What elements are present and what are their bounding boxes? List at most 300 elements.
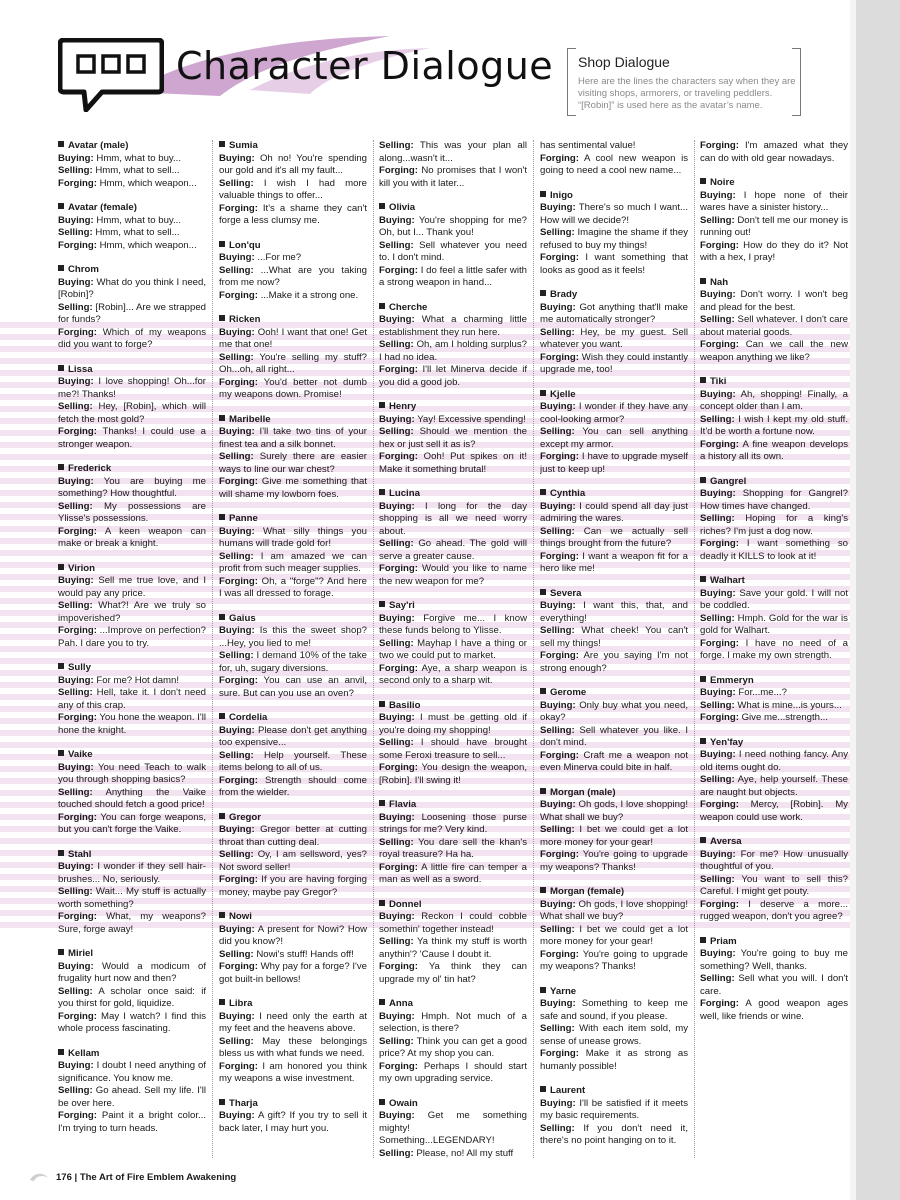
dialogue-text: Go ahead. The gold will serve a greater cause.	[379, 538, 527, 562]
dialogue-line	[700, 948, 848, 973]
dialogue-line	[540, 899, 688, 924]
dialogue-text: Please, no! All my stuff	[416, 1147, 514, 1158]
dialogue-line	[58, 302, 206, 327]
dialogue-line	[219, 377, 367, 402]
dialogue-type-label: Forging:	[58, 525, 97, 537]
dialogue-type-label: Forging:	[219, 476, 258, 487]
character-entry	[58, 202, 206, 252]
dialogue-line	[700, 140, 848, 165]
dialogue-type-label: Forging:	[700, 538, 739, 549]
dialogue-line	[379, 240, 527, 265]
dialogue-type-label: Selling:	[379, 426, 414, 437]
dialogue-text: A scholar once said: if you thirst for gold, liquidize.	[58, 985, 206, 1009]
dialogue-type-label: Buying:	[540, 500, 576, 512]
dialogue-type-label: Buying:	[58, 276, 94, 288]
dialogue-text: Oh, am I holding surplus? I had no idea.	[379, 339, 527, 363]
dialogue-text: I bet we could get a lot more money for your gear!	[540, 824, 688, 848]
dialogue-text: Which of my weapons did you want to forge?	[58, 326, 206, 350]
dialogue-type-label: Buying:	[219, 426, 255, 437]
dialogue-line	[58, 1060, 206, 1085]
dialogue-text: Give me...strength...	[741, 712, 828, 723]
character-entry	[540, 787, 688, 875]
dialogue-line	[58, 277, 206, 302]
dialogue-type-label: Forging:	[219, 202, 258, 214]
dialogue-type-label: Selling:	[700, 413, 735, 425]
character-name: Olivia	[379, 202, 527, 215]
character-name: Cynthia	[540, 488, 688, 501]
dialogue-line	[700, 774, 848, 799]
dialogue-line	[540, 849, 688, 874]
dialogue-text: Think you can get a good price? At my shop you can.	[379, 1035, 527, 1059]
dialogue-type-label: Selling:	[700, 699, 735, 711]
dialogue-type-label: Forging:	[58, 426, 97, 437]
dialogue-line	[700, 314, 848, 339]
dialogue-text: Forgive me... I know these funds belong to Ylisse.	[379, 612, 527, 636]
dialogue-text: Surely there are easier ways to line our war chest?	[219, 451, 367, 475]
dialogue-text: Why pay for a forge? I've got built-in bellows!	[219, 961, 367, 985]
dialogue-line	[700, 899, 848, 924]
dialogue-text: Make it as strong as humanly possible!	[540, 1048, 688, 1072]
dialogue-line	[540, 327, 688, 352]
dialogue-type-label: Forging:	[379, 451, 418, 462]
dialogue-type-label: Buying:	[219, 824, 255, 835]
character-entry	[58, 563, 206, 651]
dialogue-text: You can sell anything except my armor.	[540, 426, 688, 450]
dialogue-type-label: Buying:	[700, 388, 736, 400]
dialogue-line	[379, 911, 527, 936]
character-entry	[700, 575, 848, 663]
dialogue-line	[379, 1061, 527, 1086]
dialogue-type-label: Buying:	[58, 861, 94, 872]
dialogue-type-label: Buying:	[700, 189, 736, 201]
dialogue-type-label: Buying:	[58, 152, 94, 164]
dialogue-type-label: Buying:	[540, 301, 576, 313]
dialogue-text: You're shopping for me? Oh, but I... Thank you!	[379, 214, 527, 238]
footer-separator: |	[74, 1172, 78, 1183]
dialogue-type-label: Selling:	[379, 538, 414, 549]
dialogue-text: I have to upgrade myself just to keep up!	[540, 451, 688, 475]
dialogue-type-label: Forging:	[379, 264, 418, 276]
dialogue-line	[540, 725, 688, 750]
dialogue-line	[700, 289, 848, 314]
dialogue-type-label: Selling:	[540, 824, 575, 835]
dialogue-text: I wish I kept my old stuff. It'd be worth a fortune now.	[700, 413, 848, 437]
dialogue-text: You'd better not dumb my weapons down. Promise!	[219, 376, 367, 400]
dialogue-type-label: Selling:	[58, 985, 93, 997]
character-entry	[379, 998, 527, 1086]
dialogue-line	[700, 687, 848, 700]
dialogue-type-label: Buying:	[540, 1097, 576, 1109]
dialogue-type-label: Forging:	[219, 575, 258, 587]
dialogue-type-label: Selling:	[700, 314, 735, 325]
dialogue-type-label: Buying:	[379, 911, 415, 922]
dialogue-line	[700, 215, 848, 240]
dialogue-type-label: Selling:	[540, 525, 575, 537]
dialogue-type-label: Selling:	[58, 401, 93, 412]
dialogue-type-label: Buying:	[540, 401, 576, 412]
dialogue-line	[219, 1061, 367, 1086]
dialogue-line	[379, 265, 527, 290]
character-entry	[540, 588, 688, 676]
dialogue-text: A good weapon ages well, like friends or wine.	[700, 998, 848, 1022]
dialogue-text: Wish they could instantly upgrade me, too!	[540, 351, 688, 375]
dialogue-text: Mayhap I have a thing or two we could put to market.	[379, 637, 527, 661]
dialogue-text: Paint it a bright color... I'm trying to turn heads.	[58, 1110, 206, 1134]
dialogue-type-label: Selling:	[58, 227, 93, 238]
character-entry	[219, 911, 367, 986]
dialogue-column-4	[540, 140, 688, 1158]
dialogue-text: I want this, that, and everything!	[540, 600, 688, 624]
character-name: Avatar (male)	[58, 140, 206, 153]
page-footer	[28, 1168, 428, 1188]
dialogue-type-label: Buying:	[379, 214, 415, 226]
dialogue-type-label: Buying:	[219, 625, 255, 636]
dialogue-type-label: Forging:	[219, 1060, 258, 1072]
dialogue-type-label: Selling:	[540, 1023, 575, 1034]
dialogue-text: If you are having forging money, maybe pay Gregor?	[219, 874, 367, 898]
dialogue-column-2	[219, 140, 367, 1158]
dialogue-line	[219, 252, 367, 265]
dialogue-text: I wish I had more valuable things to offer...	[219, 177, 367, 201]
character-entry	[379, 401, 527, 476]
dialogue-text: ...Make it a strong one.	[260, 289, 359, 301]
dialogue-line	[379, 812, 527, 837]
dialogue-text: What, my weapons? Sure, forge away!	[58, 911, 206, 935]
dialogue-line	[540, 227, 688, 252]
character-entry	[540, 389, 688, 477]
dialogue-type-label: Buying:	[379, 314, 415, 325]
dialogue-text: I must be getting old if you're doing my shopping!	[379, 712, 527, 736]
dialogue-text: I long for the day shopping is all we need worry about.	[379, 500, 527, 537]
dialogue-line	[700, 874, 848, 899]
dialogue-text: Help yourself. These items belong to all of us.	[219, 749, 367, 773]
dialogue-type-label: Forging:	[700, 998, 739, 1009]
dialogue-type-label: Forging:	[219, 961, 258, 972]
character-name: Panne	[219, 513, 367, 526]
dialogue-type-label: Forging:	[379, 563, 418, 574]
dialogue-text: What a charming little establishment they run here.	[379, 314, 527, 338]
character-name: Say'ri	[379, 600, 527, 613]
character-entry	[219, 414, 367, 502]
dialogue-type-label: Selling:	[379, 936, 414, 947]
character-name: Nah	[700, 277, 848, 290]
dialogue-text: I want something so deadly it KILLS to look at it!	[700, 538, 848, 562]
dialogue-text: I bet we could get a lot more money for your gear!	[540, 923, 688, 947]
dialogue-type-label: Buying:	[700, 488, 736, 499]
dialogue-type-label: Selling:	[219, 264, 254, 276]
character-name: Anna	[379, 998, 527, 1011]
character-entry	[219, 240, 367, 303]
dialogue-text: Are you saying I'm not strong enough?	[540, 650, 688, 674]
book-title: The Art of Fire Emblem Awakening	[79, 1172, 237, 1183]
dialogue-line	[700, 389, 848, 414]
dialogue-text: Aye, help yourself. These are naught but objects.	[700, 774, 848, 798]
dialogue-column-5	[700, 140, 848, 1158]
dialogue-line	[58, 1011, 206, 1036]
dialogue-line	[58, 1085, 206, 1110]
dialogue-type-label: Selling:	[540, 1122, 575, 1134]
dialogue-type-label: Selling:	[58, 165, 93, 176]
character-name: Priam	[700, 936, 848, 949]
dialogue-type-label: Buying:	[700, 587, 736, 599]
dialogue-line	[540, 625, 688, 650]
dialogue-type-label: Forging:	[219, 675, 258, 686]
dialogue-line	[700, 439, 848, 464]
dialogue-line	[219, 775, 367, 800]
character-name: Libra	[219, 998, 367, 1011]
character-entry	[58, 749, 206, 837]
dialogue-line	[379, 314, 527, 339]
dialogue-type-label: Selling:	[58, 886, 93, 897]
dialogue-line	[219, 961, 367, 986]
dialogue-type-label: Buying:	[700, 848, 736, 860]
column-divider	[212, 140, 213, 1158]
dialogue-text: Aye, a sharp weapon is second only to a sharp wit.	[379, 662, 527, 686]
dialogue-text: I need only the earth at my feet and the heavens above.	[219, 1010, 367, 1034]
dialogue-line	[700, 973, 848, 998]
dialogue-line	[219, 476, 367, 501]
character-entry	[540, 140, 688, 178]
dialogue-type-label: Selling:	[700, 774, 735, 785]
dialogue-line	[58, 600, 206, 625]
dialogue-line	[540, 600, 688, 625]
dialogue-line	[379, 862, 527, 887]
dialogue-line	[58, 227, 206, 240]
dialogue-text: Don't tell me our money is running out!	[700, 214, 848, 238]
character-name: Stahl	[58, 849, 206, 862]
dialogue-type-label: Forging:	[540, 252, 579, 263]
dialogue-type-label: Forging:	[700, 339, 739, 350]
dialogue-text: I wonder if they sell hair-brushes... No, seriously.	[58, 861, 206, 885]
dialogue-line	[219, 551, 367, 576]
dialogue-type-label: Buying:	[540, 898, 576, 910]
dialogue-line	[219, 824, 367, 849]
character-entry	[540, 190, 688, 278]
dialogue-line	[379, 563, 527, 588]
dialogue-type-label: Forging:	[700, 637, 739, 649]
dialogue-line	[540, 153, 688, 178]
character-name: Lissa	[58, 364, 206, 377]
character-name: Flavia	[379, 799, 527, 812]
dialogue-line	[700, 700, 848, 713]
character-entry	[700, 277, 848, 365]
character-name: Emmeryn	[700, 675, 848, 688]
character-name: Virion	[58, 563, 206, 576]
dialogue-text: If you don't need it, there's no point hanging on to it.	[540, 1122, 688, 1146]
dialogue-text: I am amazed we can profit from such meager supplies.	[219, 550, 367, 574]
dialogue-type-label: Buying:	[700, 948, 736, 959]
dialogue-type-label: Forging:	[540, 152, 579, 164]
character-entry	[700, 737, 848, 825]
dialogue-line	[379, 837, 527, 862]
dialogue-text: Would a modicum of frugality hurt now and then?	[58, 960, 206, 984]
dialogue-text: Sell whatever you need to. I don't mind.	[379, 239, 527, 263]
dialogue-text: Hell, take it. I don't need any of this crap.	[58, 687, 206, 711]
character-name: Owain	[379, 1098, 527, 1111]
character-name: Vaike	[58, 749, 206, 762]
dialogue-line	[379, 762, 527, 787]
dialogue-type-label: Forging:	[379, 165, 418, 176]
dialogue-text: For me? How unusually thoughtful of you.	[700, 848, 848, 872]
dialogue-line	[540, 700, 688, 725]
dialogue-type-label: Selling:	[379, 1035, 414, 1047]
dialogue-line	[58, 165, 206, 178]
character-entry	[58, 1048, 206, 1136]
dialogue-line	[379, 1011, 527, 1036]
dialogue-text: Strength should come from the wielder.	[219, 774, 367, 798]
dialogue-type-label: Forging:	[379, 364, 418, 375]
dialogue-type-label: Selling:	[540, 426, 575, 437]
character-entry	[219, 712, 367, 800]
speech-bubble-icon	[58, 38, 164, 112]
character-name: Morgan (female)	[540, 886, 688, 899]
dialogue-type-label: Selling:	[540, 625, 575, 636]
dialogue-columns	[55, 140, 848, 1160]
dialogue-text: Anything the Vaike touched should fetch a good price!	[58, 786, 206, 810]
dialogue-text: I'm amazed what they can do with old gear nowadays.	[700, 140, 848, 164]
dialogue-type-label: Selling:	[540, 227, 575, 238]
dialogue-line	[700, 849, 848, 874]
dialogue-type-label: Buying:	[379, 712, 415, 723]
shop-dialogue-box	[567, 48, 801, 116]
dialogue-line	[379, 737, 527, 762]
dialogue-text: For me? Hot damn!	[96, 674, 180, 686]
dialogue-line	[219, 153, 367, 178]
dialogue-type-label: Forging:	[700, 140, 739, 151]
dialogue-text: Hmm, what to buy...	[96, 152, 181, 164]
dialogue-line	[379, 638, 527, 663]
dialogue-line	[58, 240, 206, 253]
dialogue-line	[219, 1011, 367, 1036]
dialogue-type-label: Forging:	[540, 749, 579, 761]
dialogue-line	[219, 265, 367, 290]
character-entry	[219, 314, 367, 402]
dialogue-text: Hmm, what to buy...	[96, 214, 181, 226]
dialogue-text: I do feel a little safer with a strong weapon in hand...	[379, 264, 527, 288]
dialogue-type-label: Forging:	[58, 177, 97, 189]
dialogue-line	[58, 1110, 206, 1135]
dialogue-line	[540, 352, 688, 377]
character-entry	[700, 936, 848, 1024]
dialogue-text: Imagine the shame if they refused to buy my things!	[540, 227, 688, 251]
page-title: Character Dialogue	[176, 44, 554, 88]
character-entry	[58, 463, 206, 551]
dialogue-text: Oy, I am sellsword, yes? Not sword seller!	[219, 849, 367, 873]
dialogue-type-label: Selling:	[540, 724, 575, 736]
character-name: Basilio	[379, 700, 527, 713]
character-entry	[58, 948, 206, 1036]
character-entry	[219, 513, 367, 601]
dialogue-type-label: Forging:	[379, 662, 418, 674]
dialogue-text: I'll be satisfied if it meets my basic requirements.	[540, 1097, 688, 1121]
character-entry	[700, 177, 848, 265]
dialogue-type-label: Forging:	[540, 1048, 579, 1059]
dialogue-line	[219, 1110, 367, 1135]
dialogue-text: Mercy, [Robin]. My weapon could use work.	[700, 799, 848, 823]
footer-text	[56, 1172, 236, 1183]
character-entry	[540, 886, 688, 974]
dialogue-text: I wonder if they have any cool-looking armor?	[540, 401, 688, 425]
dialogue-text: A little fire can temper a man as well as a sword.	[379, 861, 527, 885]
character-name: Gerome	[540, 687, 688, 700]
dialogue-line	[58, 575, 206, 600]
dialogue-line	[540, 650, 688, 675]
character-name: Inigo	[540, 190, 688, 203]
dialogue-type-label: Selling:	[58, 687, 93, 698]
character-name: Sully	[58, 662, 206, 675]
character-name: Avatar (female)	[58, 202, 206, 215]
character-entry	[700, 476, 848, 564]
dialogue-type-label: Forging:	[379, 861, 418, 873]
dialogue-type-label: Forging:	[700, 898, 739, 910]
dialogue-type-label: Forging:	[540, 650, 579, 661]
dialogue-line	[540, 799, 688, 824]
dialogue-text: Can we call the new weapon anything we like?	[700, 339, 848, 363]
dialogue-line	[58, 401, 206, 426]
dialogue-line	[379, 712, 527, 737]
dialogue-type-label: Forging:	[540, 849, 579, 860]
dialogue-type-label: Forging:	[700, 712, 739, 723]
dialogue-text: Ya think my stuff is worth anythin'? 'Cause I doubt it.	[379, 936, 527, 960]
dialogue-text: Hoping for a king's riches? I'm just a dog now.	[700, 513, 848, 537]
dialogue-text: has sentimental value!	[540, 140, 636, 151]
dialogue-line	[540, 526, 688, 551]
dialogue-type-label: Selling:	[379, 1147, 414, 1158]
dialogue-text: You dare sell the khan's royal treasure? Ha ha.	[379, 836, 527, 860]
dialogue-text: Gregor better at cutting throat than cutting deal.	[219, 824, 367, 848]
dialogue-type-label: Selling:	[219, 1035, 254, 1047]
dialogue-line	[58, 712, 206, 737]
dialogue-text: A cool new weapon is going to need a cool new name...	[540, 152, 688, 176]
dialogue-line	[58, 476, 206, 501]
dialogue-line	[700, 588, 848, 613]
dialogue-line	[58, 961, 206, 986]
shop-dialogue-title: Shop Dialogue	[578, 54, 670, 70]
dialogue-type-label: Forging:	[58, 625, 97, 636]
page-edge-highlight	[850, 0, 856, 1200]
dialogue-line	[379, 501, 527, 539]
dialogue-text: Ah, shopping! Finally, a concept older than I am.	[700, 388, 848, 412]
character-entry	[700, 836, 848, 924]
dialogue-text: Hmph. Gold for the war is gold for Walhart.	[700, 612, 848, 636]
column-divider	[694, 140, 695, 1158]
dialogue-line	[219, 849, 367, 874]
dialogue-line	[540, 824, 688, 849]
dialogue-text: ...What are you taking from me now?	[219, 264, 367, 288]
dialogue-type-label: Selling:	[219, 451, 254, 462]
dialogue-type-label: Buying:	[700, 289, 736, 300]
dialogue-line	[58, 327, 206, 352]
character-entry	[58, 364, 206, 452]
dialogue-type-label: Forging:	[219, 774, 258, 786]
character-entry	[540, 488, 688, 576]
dialogue-line	[219, 924, 367, 949]
dialogue-text: I love shopping! Oh...for me?! Thanks!	[58, 376, 206, 400]
dialogue-text: You can forge weapons, but you can't forge the Vaike.	[58, 811, 206, 835]
dialogue-line	[58, 625, 206, 650]
character-entry	[379, 700, 527, 788]
dialogue-type-label: Forging:	[58, 811, 97, 823]
dialogue-text: [Robin]... Are we strapped for funds?	[58, 301, 206, 325]
dialogue-text: Oh gods, I love shopping! What shall we buy?	[540, 898, 688, 922]
dialogue-type-label: Forging:	[379, 762, 418, 773]
dialogue-type-label: Forging:	[379, 961, 418, 972]
dialogue-type-label: Forging:	[379, 1060, 418, 1072]
character-name: Severa	[540, 588, 688, 601]
dialogue-line	[219, 1036, 367, 1061]
dialogue-type-label: Selling:	[219, 650, 254, 661]
dialogue-line	[58, 501, 206, 526]
